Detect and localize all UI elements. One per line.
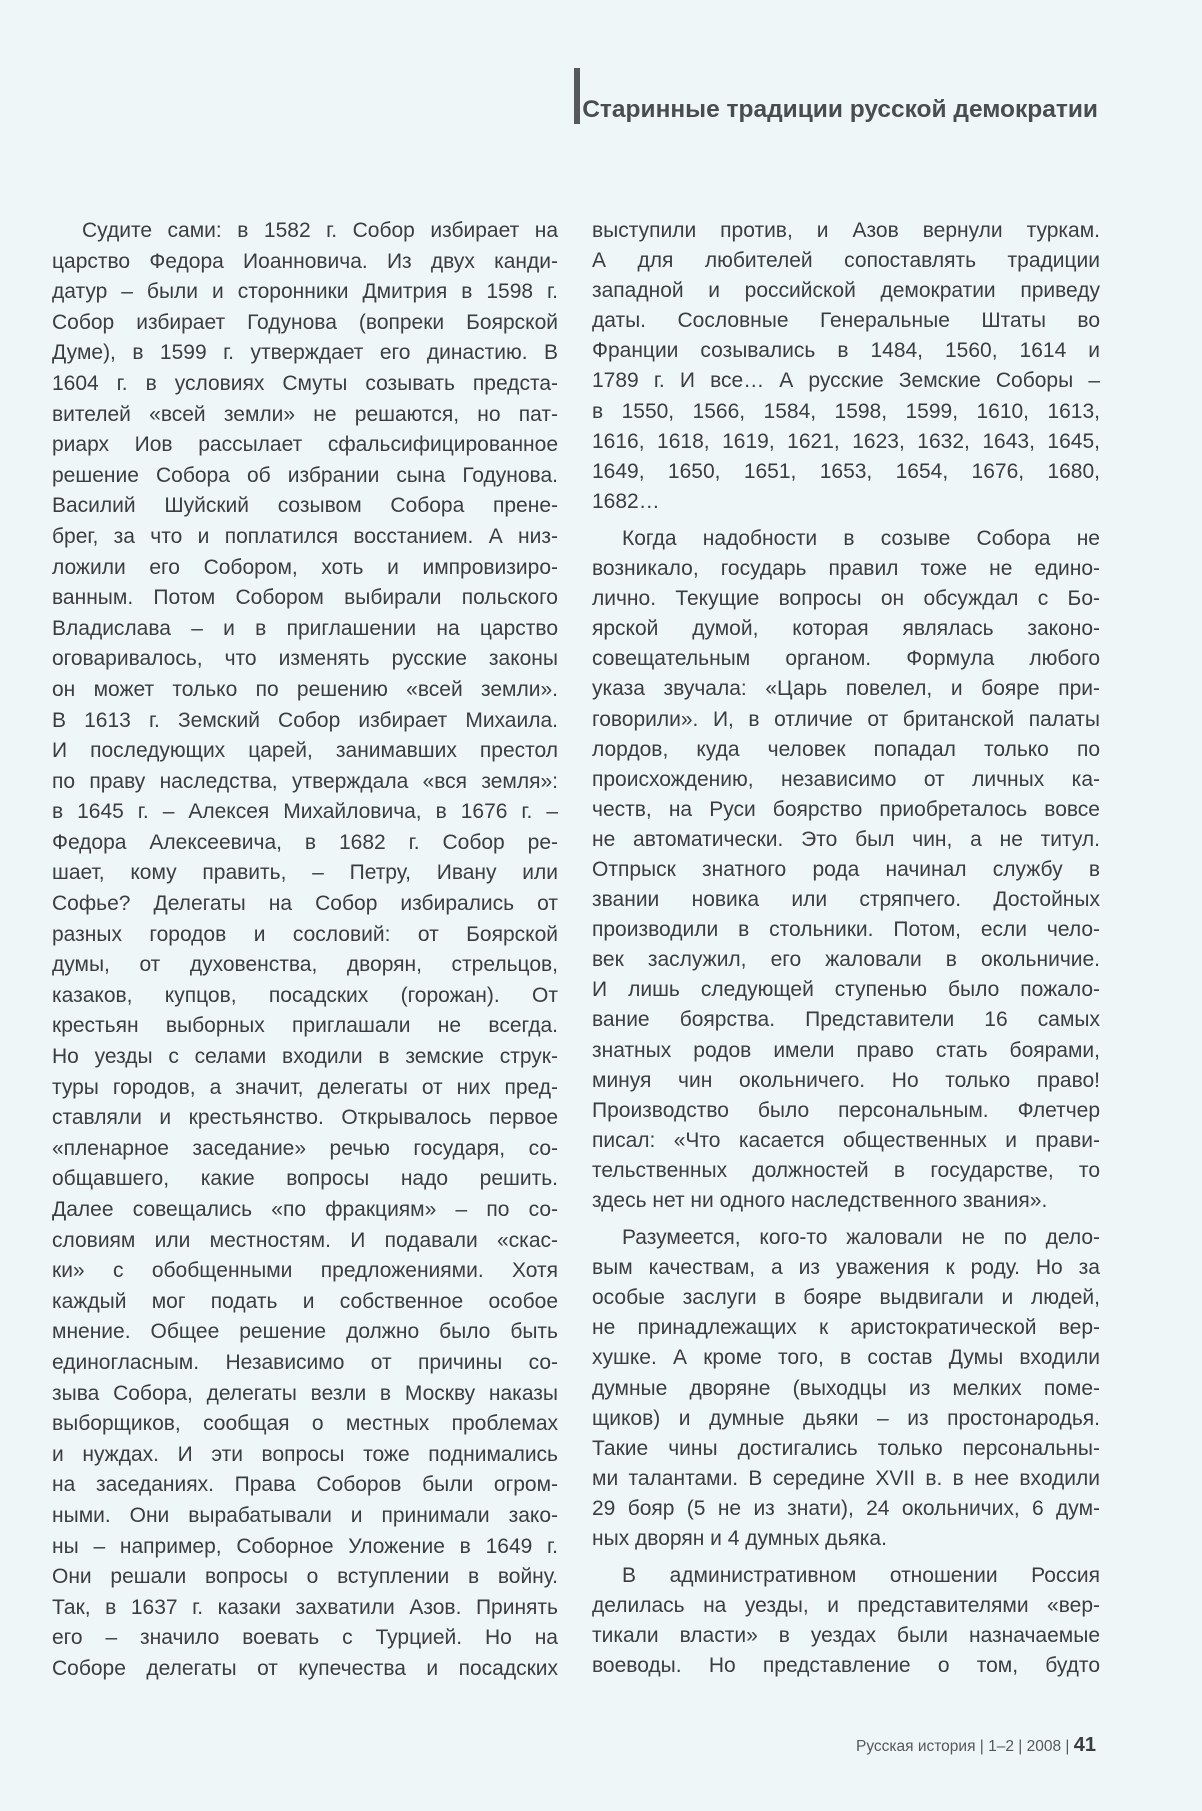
text-line: И лишь следующей ступенью было пожало-	[592, 978, 1100, 1002]
text-line: честв, на Руси боярство приобреталось вовсе	[592, 797, 1100, 821]
text-line: разных городов и сословий: от Боярской	[52, 922, 558, 946]
text-line: его – значило воевать с Турцией. Но на	[52, 1626, 558, 1650]
journal-name: Русская история	[855, 1738, 976, 1755]
text-line: он может только по решению «всей земли».	[52, 677, 558, 701]
text-line: оговаривалось, что изменять русские законы	[52, 647, 558, 671]
text-line: риарх Иов рассылает сфальсифицированное	[52, 433, 558, 457]
issue-number: 1–2	[988, 1738, 1014, 1755]
text-line: даты. Сословные Генеральные Штаты во	[592, 309, 1100, 333]
text-line: ны – например, Соборное Уложение в 1649 г.	[52, 1534, 558, 1558]
paragraph	[592, 1561, 1100, 1681]
text-line: крестьян выборных приглашали не всегда.	[52, 1014, 558, 1038]
text-line: ванным. Потом Собором выбирали польского	[52, 586, 558, 610]
text-line: думные дворяне (выходцы из мелких поме-	[592, 1376, 1100, 1400]
paragraph	[592, 1223, 1100, 1554]
text-line: ки» с обобщенными предложениями. Хотя	[52, 1259, 558, 1283]
text-line: в 1645 г. – Алексея Михайловича, в 1676 г. –	[52, 800, 558, 824]
text-line: Но уезды с селами входили в земские струк-	[52, 1045, 558, 1069]
text-line: не принадлежащих к аристократической вер-	[592, 1316, 1100, 1340]
text-line: писал: «Что касается общественных и прави-	[592, 1128, 1100, 1152]
text-line: знатных родов имели право стать боярами,	[592, 1038, 1100, 1062]
text-line: ми талантами. В середине XVII в. в нее входили	[592, 1466, 1100, 1490]
text-line: совещательным органом. Формула любого	[592, 647, 1100, 671]
text-line: думы, от духовенства, дворян, стрельцов,	[52, 953, 558, 977]
text-line: А для любителей сопоставлять традиции	[592, 249, 1100, 273]
text-line: В административном отношении Россия	[622, 1564, 1100, 1588]
text-line: 1789 г. И все… А русские Земские Соборы –	[592, 369, 1100, 393]
text-line: вителей «всей земли» не решаются, но пат-	[52, 402, 558, 426]
text-line: западной и российской демократии приведу	[592, 279, 1100, 303]
header-rule	[574, 68, 580, 124]
text-line: и нуждах. И эти вопросы тоже поднимались	[52, 1442, 558, 1466]
text-line: возникало, государь правил тоже не едино-	[592, 557, 1100, 581]
text-line: ными. Они вырабатывали и принимали зако-	[52, 1503, 558, 1527]
running-header	[574, 68, 1098, 124]
text-line: лично. Текущие вопросы он обсуждал с Бо-	[592, 587, 1100, 611]
text-line: каждый мог подать и собственное особое	[52, 1289, 558, 1313]
text-line: указа звучала: «Царь повелел, и бояре при-	[592, 677, 1100, 701]
text-line: ставляли и крестьянство. Открывалось первое	[52, 1106, 558, 1130]
text-line: Франции созывались в 1484, 1560, 1614 и	[592, 339, 1100, 363]
text-line: вание боярства. Представители 16 самых	[592, 1008, 1100, 1032]
text-line: датур – были и сторонники Дмитрия в 1598 г.	[52, 280, 558, 304]
text-line: Соборе делегаты от купечества и посадских	[52, 1656, 558, 1680]
text-line: Когда надобности в созыве Собора не	[622, 526, 1100, 550]
text-line: Разумеется, кого-то жаловали не по дело-	[622, 1226, 1100, 1250]
text-line: зыва Собора, делегаты везли в Москву наказы	[52, 1381, 558, 1405]
paragraph	[592, 524, 1100, 1216]
text-line: происхождению, независимо от личных ка-	[592, 767, 1100, 791]
text-line: Софье? Делегаты на Собор избирались от	[52, 892, 558, 916]
article-title: Старинные традиции русской демократии	[582, 96, 1098, 123]
text-line: 1649, 1650, 1651, 1653, 1654, 1676, 1680,	[592, 459, 1100, 483]
text-line: делилась на уезды, и представителями «вер-	[592, 1594, 1100, 1618]
text-line: не автоматически. Это был чин, а не титул.	[592, 827, 1100, 851]
text-line: выступили против, и Азов вернули туркам.	[592, 219, 1100, 242]
paragraph	[52, 216, 558, 1685]
text-line: 1682…	[592, 489, 660, 513]
text-line: «пленарное заседание» речью государя, со-	[52, 1136, 558, 1160]
text-line: 1616, 1618, 1619, 1621, 1623, 1632, 1643, 1645,	[592, 429, 1100, 453]
text-line: мнение. Общее решение должно было быть	[52, 1320, 558, 1344]
text-line: шает, кому править, – Петру, Ивану или	[52, 861, 558, 885]
text-line: на заседаниях. Права Соборов были огром-	[52, 1473, 558, 1497]
paragraph	[592, 216, 1100, 517]
text-line: звании новика или стряпчего. Достойных	[592, 888, 1100, 912]
text-line: тельственных должностей в государстве, то	[592, 1158, 1100, 1182]
text-line: лордов, куда человек попадал только по	[592, 737, 1100, 761]
separator: |	[1061, 1738, 1074, 1755]
text-column-left	[52, 216, 558, 1685]
text-line: минуя чин окольничего. Но только право!	[592, 1068, 1100, 1092]
text-line: царство Федора Иоанновича. Из двух канди-	[52, 249, 558, 273]
text-line: общавшего, какие вопросы надо решить.	[52, 1167, 558, 1191]
text-line: Такие чины достигались только персональны-	[592, 1436, 1100, 1460]
text-line: 1604 г. в условиях Смуты созывать предста-	[52, 371, 558, 395]
text-line: ложили его Собором, хоть и импровизиро-	[52, 555, 558, 579]
text-line: Василий Шуйский созывом Собора прене-	[52, 494, 558, 518]
page-footer	[856, 1734, 1096, 1757]
text-line: Федора Алексеевича, в 1682 г. Собор ре-	[52, 830, 558, 854]
text-line: по праву наследства, утверждала «вся земля»:	[52, 769, 558, 793]
text-line: воеводы. Но представление о том, будто	[592, 1654, 1100, 1678]
text-line: щиков) и думные дьяки – из простонародья.	[592, 1406, 1100, 1430]
text-line: Производство было персональным. Флетчер	[592, 1098, 1100, 1122]
text-line: казаков, купцов, посадских (горожан). От	[52, 983, 558, 1007]
text-line: Собор избирает Годунова (вопреки Боярской	[52, 310, 558, 334]
text-line: вым качествам, а из уважения к роду. Но за	[592, 1256, 1100, 1280]
separator: |	[1013, 1738, 1027, 1755]
separator: |	[975, 1738, 989, 1755]
text-line: Так, в 1637 г. казаки захватили Азов. Принять	[52, 1595, 558, 1619]
text-line: Судите сами: в 1582 г. Собор избирает на	[82, 219, 558, 242]
text-line: единогласным. Независимо от причины со-	[52, 1350, 558, 1374]
text-line: Они решали вопросы о вступлении в войну.	[52, 1565, 558, 1589]
text-line: тикали власти» в уездах были назначаемые	[592, 1624, 1100, 1648]
text-line: выборщиков, сообщая о местных проблемах	[52, 1412, 558, 1436]
text-line: в 1550, 1566, 1584, 1598, 1599, 1610, 1613,	[592, 399, 1100, 423]
text-line: ных дворян и 4 думных дьяка.	[592, 1527, 887, 1551]
text-line: ярской думой, которая являлась законо-	[592, 617, 1100, 641]
issue-year: 2008	[1026, 1738, 1062, 1755]
text-line: век заслужил, его жаловали в окольничие.	[592, 948, 1100, 972]
text-line: туры городов, а значит, делегаты от них пред-	[52, 1075, 558, 1099]
text-line: хушке. А кроме того, в состав Думы входили	[592, 1346, 1100, 1370]
text-line: Отпрыск знатного рода начинал службу в	[592, 857, 1100, 881]
text-line: решение Собора об избрании сына Годунова.	[52, 463, 558, 487]
text-line: здесь нет ни одного наследственного звания».	[592, 1189, 1048, 1212]
text-line: 29 бояр (5 не из знати), 24 окольничих, 6 дум-	[592, 1496, 1100, 1520]
text-line: словиям или местностям. И подавали «скас-	[52, 1228, 558, 1252]
text-line: Далее совещались «по фракциям» – по со-	[52, 1198, 558, 1221]
text-line: Владислава – и в приглашении на царство	[52, 616, 558, 640]
text-line: Думе), в 1599 г. утверждает его династию. В	[52, 341, 558, 365]
text-line: особые заслуги в бояре выдвигали и людей,	[592, 1286, 1100, 1310]
text-line: производили в стольники. Потом, если чело-	[592, 918, 1100, 942]
text-line: брег, за что и поплатился восстанием. А низ-	[52, 524, 558, 548]
text-line: И последующих царей, занимавших престол	[52, 739, 558, 763]
text-line: говорили». И, в отличие от британской палаты	[592, 707, 1100, 731]
page-number: 41	[1073, 1734, 1096, 1756]
text-column-right	[592, 216, 1100, 1682]
text-line: В 1613 г. Земский Собор избирает Михаила.	[52, 708, 558, 732]
